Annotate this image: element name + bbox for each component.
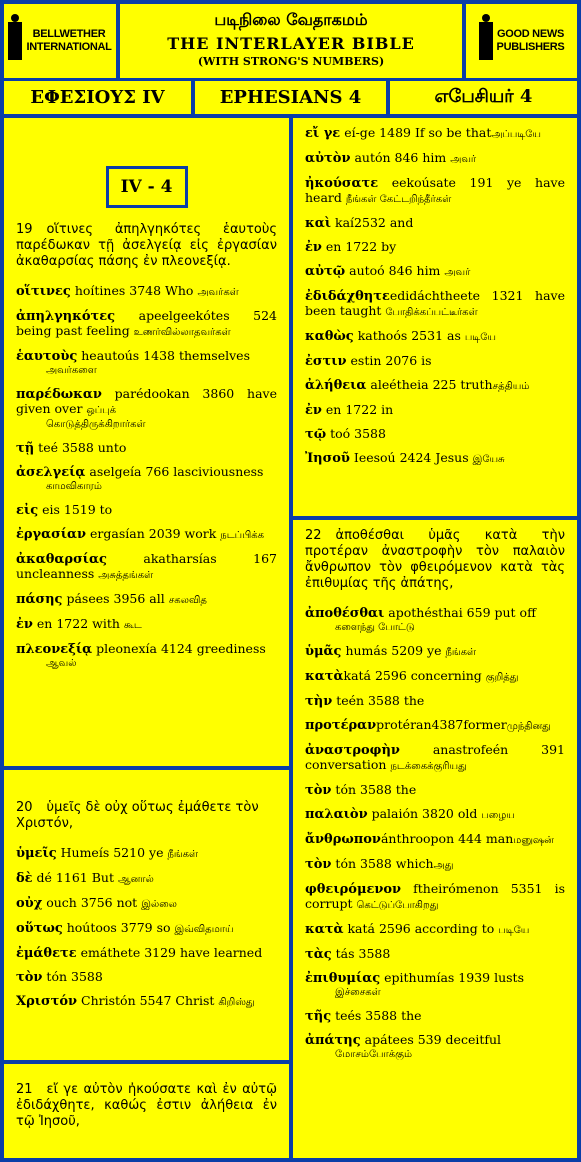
word-gloss: pásees 3956 all — [62, 591, 169, 606]
word-gloss: katá 2596 according to — [343, 921, 499, 936]
tamil-gloss: அசுத்தங்கள் — [98, 570, 154, 581]
greek-word: τῷ — [305, 427, 327, 442]
word-entry — [16, 387, 277, 432]
word-entry — [305, 783, 565, 798]
word-gloss: autoó 846 him — [345, 263, 445, 278]
tamil-gloss: முந்தினது — [506, 721, 551, 732]
page-header — [120, 4, 462, 78]
verse-greek: οἵτινες ἀπηλγηκότες ἑαυτοὺς παρέδωκαν τῇ ἀσελγείᾳ εἰς ἐργασίαν ἀκαθαρσίας πάσης ἐν πλεονεξίᾳ. — [16, 222, 277, 269]
word-entry — [305, 718, 565, 734]
tamil-gloss: பழைய — [481, 810, 515, 821]
tamil-gloss: அப்படியே — [491, 129, 541, 140]
word-gloss: tón 3588 the — [331, 782, 417, 797]
verse-greek: εἴ γε αὐτὸν ἠκούσατε καὶ ἐν αὐτῷ ἐδιδάχθητε, καθώς ἐστιν ἀλήθεια ἐν τῷ Ἰησοῦ, — [16, 1082, 277, 1129]
word-entry — [16, 592, 277, 608]
word-gloss: tón 3588 which — [331, 856, 434, 871]
word-gloss: Ieesoú 2424 Jesus — [349, 450, 473, 465]
word-entry — [16, 946, 277, 961]
verse-number: 19 — [16, 222, 33, 237]
word-entry — [16, 921, 277, 937]
tamil-gloss: சத்தியம் — [492, 381, 530, 392]
word-entry — [305, 1009, 565, 1024]
tamil-gloss: காமவிகாரம் — [46, 481, 102, 492]
word-gloss: tás 3588 — [331, 946, 391, 961]
tamil-gloss: கிறிஸ்து — [218, 997, 255, 1008]
greek-word: εἴ γε — [305, 126, 341, 141]
word-gloss: kathoós 2531 as — [353, 328, 465, 343]
word-gloss: ánthroopon 444 man — [380, 831, 514, 846]
word-entry — [16, 349, 277, 378]
greek-word: παρέδωκαν — [16, 387, 102, 402]
word-entry — [305, 857, 565, 873]
word-gloss: teé 3588 unto — [34, 440, 127, 455]
greek-word: τὰς — [305, 947, 332, 962]
verse-number: 22 — [305, 528, 322, 543]
word-gloss: Humeís 5210 ye — [56, 845, 168, 860]
word-gloss: apeelgeekótes 524 being past feeling — [16, 308, 277, 338]
word-entry — [305, 403, 565, 418]
word-gloss: parédookan 3860 have given over — [16, 386, 277, 416]
word-entry — [16, 284, 277, 300]
greek-word: οἵτινες — [16, 284, 71, 299]
tamil-gloss: கூட — [123, 620, 142, 631]
word-gloss: palaión 3820 old — [367, 806, 482, 821]
word-gloss: Christón 5547 Christ — [77, 993, 219, 1008]
word-entry — [305, 669, 565, 685]
greek-word: Ἰησοῦ — [305, 451, 350, 466]
word-gloss: pleonexía 4124 greediness — [92, 641, 266, 656]
greek-word: δὲ — [16, 871, 33, 886]
word-entry — [16, 871, 277, 887]
greek-word: τὸν — [305, 857, 332, 872]
word-gloss: dé 1161 But — [32, 870, 118, 885]
word-entry — [305, 378, 565, 394]
word-entry — [16, 465, 277, 494]
word-entry — [305, 329, 565, 345]
greek-word: εἰς — [16, 503, 39, 518]
greek-word: ἀπάτης — [305, 1033, 361, 1048]
word-gloss: teés 3588 the — [331, 1008, 422, 1023]
word-gloss: emáthete 3129 have learned — [76, 945, 263, 960]
word-entry — [305, 451, 565, 467]
word-entry — [305, 694, 565, 709]
word-entry — [16, 527, 277, 543]
verse-19-panel — [4, 118, 289, 766]
greek-word: οὕτως — [16, 921, 63, 936]
word-gloss: hoútoos 3779 so — [62, 920, 175, 935]
logo-line: PUBLISHERS — [496, 41, 565, 53]
verse-greek: ὑμεῖς δὲ οὐχ οὕτως ἐμάθετε τὸν Χριστόν, — [16, 800, 259, 831]
word-entry — [16, 994, 277, 1010]
tamil-gloss: மனுஷன் — [513, 835, 554, 846]
tamil-gloss: களைந்து போட்டு — [335, 622, 415, 633]
greek-word: τῇ — [16, 441, 35, 456]
word-gloss: ergasían 2039 work — [86, 526, 221, 541]
greek-word: τὴν — [305, 694, 333, 709]
title-main: THE INTERLAYER BIBLE — [167, 34, 415, 53]
logo-line: INTERNATIONAL — [26, 41, 112, 53]
greek-word: προτέραν — [305, 718, 377, 733]
word-entry — [16, 503, 277, 518]
greek-word: πάσης — [16, 592, 63, 607]
word-entry — [305, 354, 565, 369]
greek-word: ἀσελγείᾳ — [16, 465, 86, 480]
word-entry — [16, 896, 277, 912]
greek-word: ἐν — [16, 617, 33, 632]
tamil-gloss: அது — [433, 860, 454, 871]
word-gloss: teén 3588 the — [332, 693, 425, 708]
word-gloss: heautoús 1438 themselves — [77, 348, 250, 363]
tamil-gloss: அவர்களை — [46, 365, 97, 376]
tamil-gloss: குறித்து — [485, 672, 519, 683]
tamil-gloss: மோசம்போக்கும் — [335, 1049, 412, 1060]
greek-word: τῆς — [305, 1009, 332, 1024]
word-gloss: katá 2596 concerning — [343, 668, 486, 683]
tamil-gloss: இயேசு — [472, 454, 505, 465]
word-entry — [16, 970, 277, 985]
verse-greek: ἀποθέσθαι ὑμᾶς κατὰ τὴν προτέραν ἀναστροφὴν τὸν παλαιὸν ἄνθρωπον τὸν φθειρόμενον κατὰ τὰς ἐπιθυμίας τῆς ἀπάτης, — [305, 528, 565, 591]
word-gloss: en 1722 by — [321, 239, 397, 254]
tamil-gloss: நீங்கள் — [167, 849, 199, 860]
word-entry — [305, 922, 565, 938]
verse-19-text — [16, 222, 277, 270]
greek-word: ὑμεῖς — [16, 846, 57, 861]
word-entry — [305, 971, 565, 1000]
good-news-logo — [466, 4, 577, 78]
word-gloss: estin 2076 is — [346, 353, 432, 368]
title-tamil: படிநிலை வேதாகமம் — [214, 10, 368, 29]
greek-word: τὸν — [305, 783, 332, 798]
chapter-box: IV - 4 — [106, 166, 188, 208]
word-gloss: apátees 539 deceitful — [360, 1032, 502, 1047]
tab-tamil-title: எபேசியர் 4 — [390, 81, 577, 114]
tamil-gloss: ஆவல் — [46, 658, 77, 669]
word-entry — [16, 846, 277, 862]
tamil-gloss: நீங்கள் — [445, 647, 477, 658]
greek-word: ὑμᾶς — [305, 644, 342, 659]
word-gloss: ouch 3756 not — [42, 895, 142, 910]
tamil-gloss: அவர்கள் — [197, 287, 239, 298]
word-gloss: hoítines 3748 Who — [70, 283, 198, 298]
tamil-gloss: கெட்டுப்போகிறது — [356, 900, 439, 911]
word-entry — [16, 642, 277, 671]
tamil-gloss: படியே — [498, 925, 530, 936]
greek-word: κατὰ — [305, 922, 344, 937]
word-entry — [305, 882, 565, 913]
word-gloss: autón 846 him — [350, 150, 451, 165]
greek-word: ἐπιθυμίας — [305, 971, 381, 986]
word-gloss: eí-ge 1489 If so be that — [340, 125, 492, 140]
word-gloss: tón 3588 — [42, 969, 103, 984]
word-gloss: en 1722 with — [32, 616, 124, 631]
greek-word: ἀναστροφὴν — [305, 743, 400, 758]
tamil-gloss: சகலவித — [168, 595, 207, 606]
tamil-gloss: ஒப்புக் — [86, 405, 117, 416]
word-gloss: akatharsías 167 uncleanness — [16, 551, 277, 581]
word-gloss: aleétheia 225 truth — [366, 377, 493, 392]
word-entry — [305, 427, 565, 442]
word-entry — [305, 126, 565, 142]
word-gloss: epithumías 1939 lusts — [380, 970, 524, 985]
greek-word: τὸν — [16, 970, 43, 985]
greek-word: ἀπηλγηκότες — [16, 309, 116, 324]
greek-word: οὐχ — [16, 896, 43, 911]
word-gloss: eekoúsate 191 ye have heard — [305, 175, 565, 205]
word-gloss: kaí2532 and — [331, 215, 414, 230]
tamil-gloss: இவ்விதமாய் — [174, 924, 234, 935]
tamil-gloss: கொடுத்திருக்கிறார்கள் — [46, 419, 146, 430]
word-gloss: ftheirómenon 5351 is corrupt — [305, 881, 565, 911]
logo-line: GOOD NEWS — [497, 28, 564, 40]
tamil-gloss: இல்லை — [141, 899, 177, 910]
word-gloss: en 1722 in — [321, 402, 394, 417]
greek-word: ἠκούσατε — [305, 176, 379, 191]
word-entry — [305, 216, 565, 231]
tamil-gloss: இச்சைகள் — [335, 987, 381, 998]
greek-word: ἀκαθαρσίας — [16, 552, 107, 567]
tamil-gloss: நடப்பிக்க — [220, 530, 265, 541]
greek-word: ἐστιν — [305, 354, 347, 369]
verse-20-text — [16, 800, 277, 832]
logo-figure-icon — [8, 22, 22, 60]
greek-word: ἄνθρωπον — [305, 832, 381, 847]
greek-word: ἐμάθετε — [16, 946, 77, 961]
greek-word: ἐδιδάχθητε — [305, 289, 390, 304]
tamil-gloss: ஆனால் — [117, 874, 154, 885]
greek-word: καθὼς — [305, 329, 354, 344]
logo-figure-icon — [479, 22, 493, 60]
greek-word: ἐν — [305, 240, 322, 255]
greek-word: ἐργασίαν — [16, 527, 87, 542]
verse-21-heading-panel — [4, 1064, 289, 1158]
greek-word: ἐν — [305, 403, 322, 418]
greek-word: καὶ — [305, 216, 332, 231]
greek-word: φθειρόμενον — [305, 882, 402, 897]
greek-word: κατὰ — [305, 669, 344, 684]
word-entry — [305, 947, 565, 962]
word-entry — [305, 807, 565, 823]
word-gloss: protéran4387former — [376, 717, 507, 732]
word-gloss: anastrofeén 391 conversation — [305, 742, 565, 772]
greek-word: πλεονεξίᾳ — [16, 642, 93, 657]
tamil-gloss: நடக்கைக்குரியது — [390, 761, 467, 772]
tamil-gloss: அவர் — [450, 154, 477, 165]
word-entry — [305, 606, 565, 635]
verse-20-panel — [4, 770, 289, 1060]
greek-word: ἀποθέσθαι — [305, 606, 385, 621]
tab-english-title: EPHESIANS 4 — [195, 81, 386, 114]
word-entry — [16, 441, 277, 456]
word-gloss: aselgeía 766 lasciviousness — [85, 464, 264, 479]
word-gloss: apothésthai 659 put off — [384, 605, 536, 620]
greek-word: ἑαυτοὺς — [16, 349, 78, 364]
word-entry — [16, 309, 277, 340]
word-entry — [305, 151, 565, 167]
logo-line: BELLWETHER — [32, 28, 106, 40]
word-gloss: edidáchtheete 1321 have been taught — [305, 288, 565, 318]
tamil-gloss: அவர் — [444, 267, 471, 278]
tamil-gloss: போதிக்கப்பட்டீர்கள் — [385, 307, 478, 318]
tamil-gloss: உணர்வில்லாதவர்கள் — [133, 327, 231, 338]
word-entry — [305, 240, 565, 255]
tamil-gloss: படியே — [464, 332, 496, 343]
verse-21-text — [16, 1082, 277, 1130]
greek-word: Χριστόν — [16, 994, 78, 1009]
verse-21-words-panel — [293, 118, 577, 516]
tab-greek-title: ΕΦΕΣΙΟΥΣ IV — [4, 81, 191, 114]
word-entry — [16, 552, 277, 583]
word-gloss: humás 5209 ye — [341, 643, 446, 658]
word-entry — [305, 289, 565, 320]
title-sub: (WITH STRONG'S NUMBERS) — [197, 55, 385, 68]
greek-word: αὐτῷ — [305, 264, 346, 279]
word-entry — [305, 1033, 565, 1062]
word-entry — [305, 832, 565, 848]
word-entry — [16, 617, 277, 633]
greek-word: παλαιὸν — [305, 807, 368, 822]
verse-number: 21 — [16, 1082, 33, 1097]
word-entry — [305, 176, 565, 207]
verse-22-panel — [293, 520, 577, 1158]
verse-22-text — [305, 528, 565, 592]
word-gloss: eis 1519 to — [38, 502, 113, 517]
greek-word: ἀλήθεια — [305, 378, 367, 393]
word-entry — [305, 743, 565, 774]
verse-number: 20 — [16, 800, 33, 815]
greek-word: αὐτὸν — [305, 151, 351, 166]
bellwether-logo — [4, 4, 116, 78]
word-entry — [305, 264, 565, 280]
word-gloss: toó 3588 — [326, 426, 386, 441]
tamil-gloss: நீங்கள் கேட்டறிந்தீர்கள் — [345, 194, 452, 205]
word-entry — [305, 644, 565, 660]
